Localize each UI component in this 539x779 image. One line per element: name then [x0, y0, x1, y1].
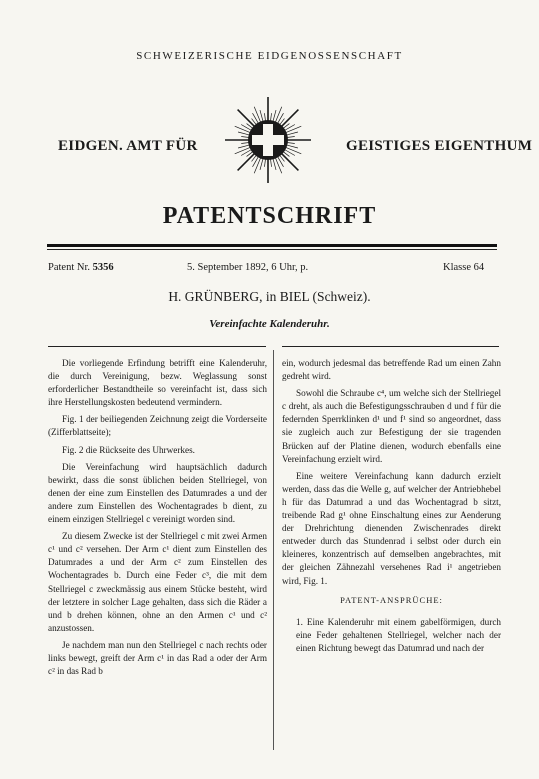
emblem-ray — [264, 113, 265, 121]
emblem-ray — [241, 136, 249, 137]
emblem-ray — [260, 158, 263, 170]
paragraph: Je nachdem man nun den Stellriegel c nach rechts oder links bewegt, greift der Arm c¹ in das Rad a oder der Arm c² in das Rad b — [48, 639, 267, 677]
office-right: GEISTIGES EIGENTHUM — [346, 138, 533, 154]
emblem-ray — [273, 158, 276, 170]
separator-right — [282, 346, 499, 347]
patent-class: Klasse 64 — [443, 262, 485, 273]
emblem-ray — [286, 126, 302, 133]
patent-number-prefix: Patent Nr. — [48, 262, 90, 273]
swiss-cross-star-icon — [224, 96, 312, 184]
emblem-ray — [238, 132, 250, 135]
paragraph: Die Vereinfachung wird hauptsächlich dadurch bewirkt, dass die sonst üblichen beiden Stellriegel, von denen der eine zum Einstellen des Datumrades a und der andere zum Einstellen des Wochentagrades b dient, zu einem einzigen Stellriegel c vereinigt worden sind. — [48, 461, 267, 525]
office-left: EIDGEN. AMT FÜR — [58, 138, 198, 154]
title-rule-thick — [47, 244, 497, 247]
patent-number-value: 5356 — [92, 262, 114, 273]
emblem-ray — [260, 110, 263, 122]
emblem-ray — [287, 136, 295, 137]
paragraph: Die vorliegende Erfindung betrifft eine Kalenderuhr, die durch Vereinigung, bezw. Weglassung sonst erforderlicher Bestandtheile so vereinfacht ist, dass sich ihre Herstellungskosten bedeutend vermindern. — [48, 358, 267, 408]
right-column — [282, 357, 501, 659]
emblem-ray — [254, 158, 261, 174]
paragraph: Sowohl die Schraube c⁴, um welche sich der Stellriegel c dreht, als auch die Befestigungsschrauben d und f für die federnden Sperrklinken d¹ und f¹ sind so angeordnet, dass sie zugleich auch zur Befestigung der sie tragenden Brücken auf der Platine dienen, wodurch ebenfalls eine Vereinfachung erzielt wird. — [282, 388, 501, 464]
emblem-ray — [264, 159, 265, 167]
emblem-ray — [273, 110, 276, 122]
paragraph: ein, wodurch jedesmal das betreffende Rad um einen Zahn gedreht wird. — [282, 358, 501, 382]
emblem-ray — [287, 142, 295, 143]
claims-heading: PATENT-ANSPRÜCHE: — [340, 594, 443, 605]
emblem-ray — [235, 126, 251, 133]
emblem-ray — [235, 147, 251, 154]
inventor: H. GRÜNBERG, in BIEL (Schweiz). — [168, 289, 371, 304]
emblem-ray — [270, 113, 271, 121]
emblem-ray — [286, 147, 302, 154]
emblem-ray — [281, 110, 298, 127]
document-title: PATENTSCHRIFT — [162, 203, 377, 229]
emblem-ray — [254, 107, 261, 123]
paragraph: Zu diesem Zwecke ist der Stellriegel c mit zwei Armen c¹ und c² versehen. Der Arm c¹ dient zum Einstellen des Datumrades a und der Arm c² zum Einstellen des Wochentagrades b. Durch eine Feder c³, die mit dem Stellriegel c zweckmässig aus einem Stücke besteht, wird der letztere in solcher Lage gehalten, dass sich die Räder a und b drehen können, ohne an den Armen c¹ und c² anzustossen. — [48, 531, 267, 633]
emblem-ray — [275, 107, 282, 123]
emblem-ray — [238, 145, 250, 148]
emblem-ray — [238, 110, 255, 127]
emblem-ray — [238, 153, 255, 170]
paragraph: Fig. 2 die Rückseite des Uhrwerkes. — [62, 444, 195, 455]
header-top-line: SCHWEIZERISCHE EIDGENOSSENSCHAFT — [136, 50, 403, 62]
emblem-ray — [270, 159, 271, 167]
emblem-ray — [275, 158, 282, 174]
paragraph: Eine weitere Vereinfachung kann dadurch erzielt werden, dass das die Welle g, auf welcher der Antriebhebel h für das Datumrad a und das Wochentagrad b sitzt, treibende Rad g¹ ohne Einschaltung eines zur Aenderung der Drehrichtung dienenden Zwischenrades direkt entweder durch das Stundenrad i selbst oder durch ein kleineres, konzentrisch auf demselben angebrachtes, mit der gleichen Zähnezahl versehenes Rad i¹ angetrieben wird, Fig. 1. — [282, 470, 501, 586]
subject-title: Vereinfachte Kalenderuhr. — [209, 318, 330, 330]
emblem-ray — [286, 132, 298, 135]
left-column — [48, 357, 267, 682]
emblem-ray — [241, 142, 249, 143]
paragraph: Fig. 1 der beiliegenden Zeichnung zeigt die Vorderseite (Zifferblattseite); — [48, 414, 267, 438]
emblem-ray — [286, 145, 298, 148]
separator-left — [48, 346, 266, 347]
patent-date: 5. September 1892, 6 Uhr, p. — [187, 262, 309, 273]
column-divider — [273, 350, 274, 750]
patent-number — [48, 262, 114, 273]
title-rule-thin — [47, 249, 497, 250]
claim-item: 1. Eine Kalenderuhr mit einem gabelförmigen, durch eine Feder gehaltenen Stellriegel, welcher nach der einen Richtung bewegt das Datumrad und nach der — [296, 616, 501, 653]
emblem-ray — [281, 153, 298, 170]
